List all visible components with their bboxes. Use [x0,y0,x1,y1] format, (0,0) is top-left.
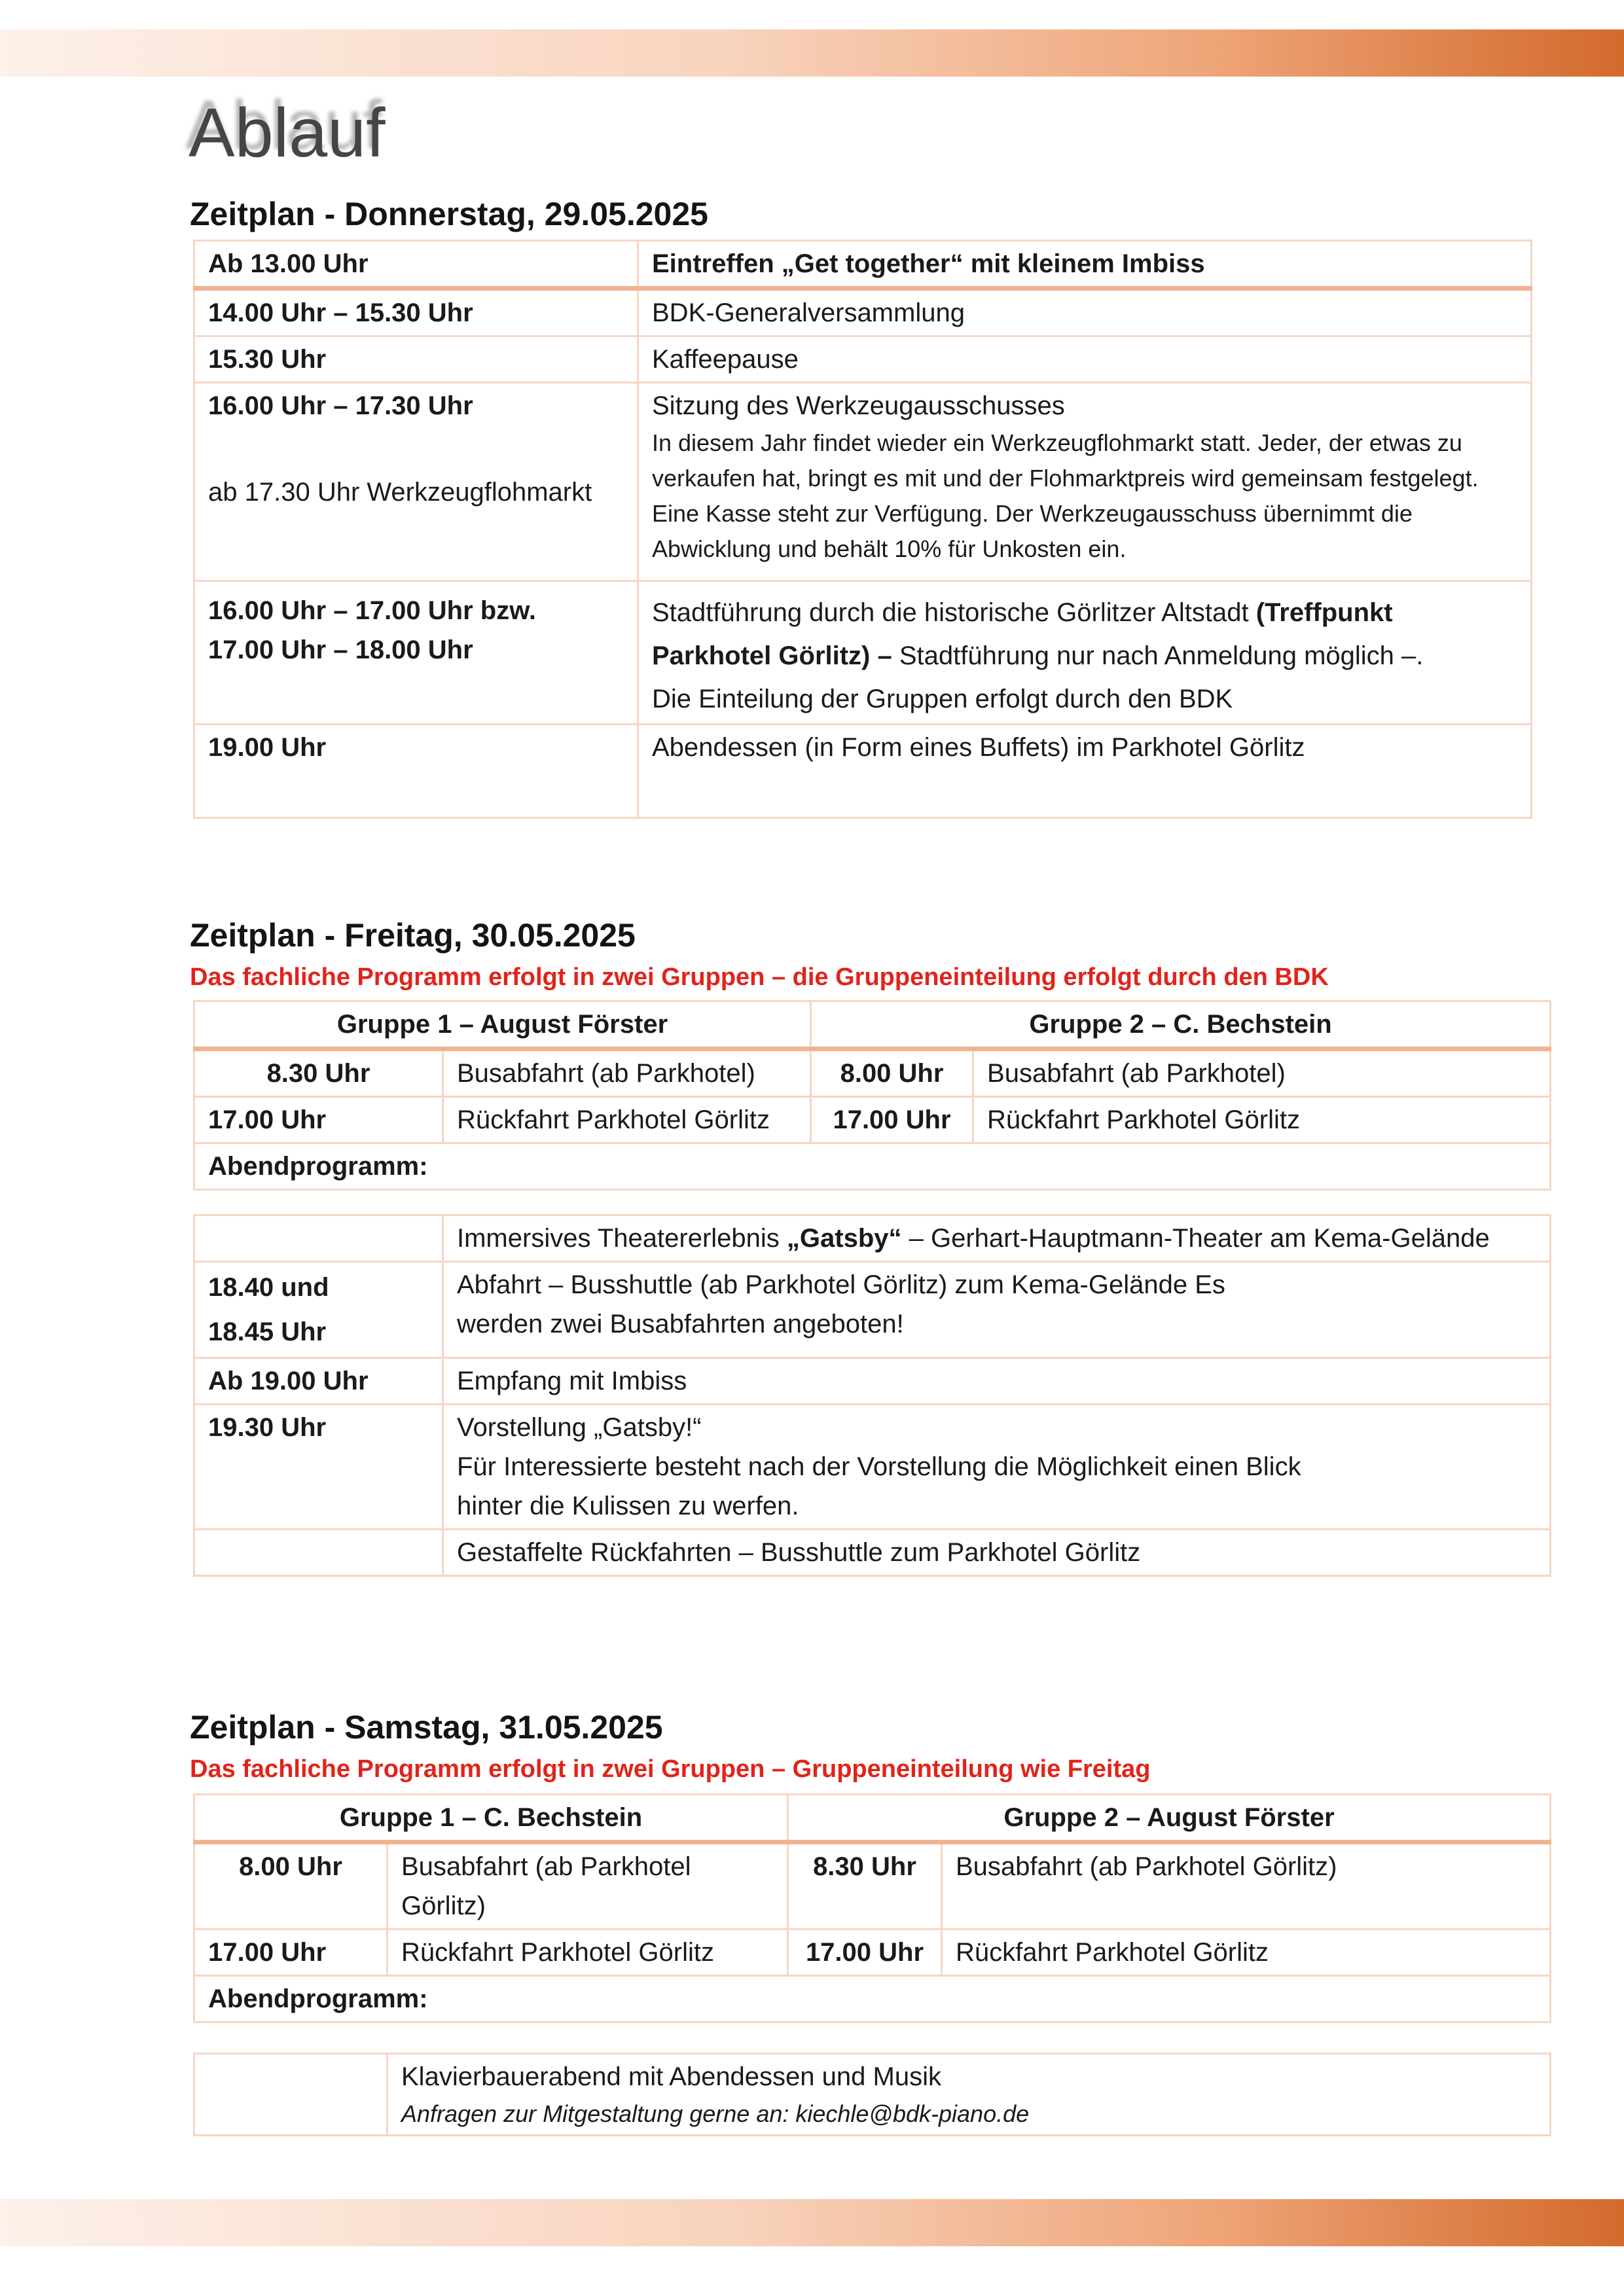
time-text: 17.00 Uhr – 18.00 Uhr [208,636,473,664]
description-part: Stadtführung durch die historische Görlitzer Altstadt [652,598,1256,627]
day2-groups-table [193,1000,1551,1191]
time-cell: 19.30 Uhr [194,1405,443,1530]
table-row [194,725,1532,818]
time-cell [194,1262,443,1358]
description-cell [638,383,1532,581]
table-row [194,1530,1551,1576]
day2-heading: Zeitplan - Freitag, 30.05.2025 [190,917,636,954]
meeting-point: (Treffpunkt Parkhotel Görlitz) – [652,598,1393,670]
evening-program-label: Abendprogramm: [194,1143,1551,1190]
description-text: Die Einteilung der Gruppen erfolgt durch den BDK [652,685,1233,713]
description-part: Stadtführung nur nach Anmeldung möglich –. [892,641,1424,670]
description-cell [388,2054,1551,2136]
description-note: Für Interessierte besteht nach der Vorstellung die Möglichkeit einen Blick hinter die Kulissen zu werfen. [457,1452,1301,1520]
top-decorative-band [0,29,1624,77]
description-text: Sitzung des Werkzeugausschusses [652,391,1065,420]
time-cell: 19.00 Uhr [194,725,638,818]
table-row [194,336,1532,383]
time-text: 18.40 und [208,1273,329,1302]
description-cell: Rückfahrt Parkhotel Görlitz [388,1929,788,1976]
table-row [194,2054,1551,2136]
time-cell: Ab 19.00 Uhr [194,1358,443,1405]
day3-heading: Zeitplan - Samstag, 31.05.2025 [190,1709,663,1746]
table-row [194,1795,1551,1842]
time-cell: 8.30 Uhr [788,1842,942,1929]
time-cell: 15.30 Uhr [194,336,638,383]
table-row [194,1143,1551,1190]
description-cell [443,1262,1551,1358]
time-cell: 14.00 Uhr – 15.30 Uhr [194,289,638,336]
page-title: Ablauf [189,94,386,171]
time-cell [194,581,638,725]
description-cell: Rückfahrt Parkhotel Görlitz [942,1929,1551,1976]
day3-groups-table [193,1793,1551,2023]
time-cell: 17.00 Uhr [811,1097,973,1143]
day1-schedule-table [193,240,1532,819]
table-row [194,241,1532,289]
evening-program-label: Abendprogramm: [194,1976,1551,2022]
description-cell [443,1405,1551,1530]
time-text: 18.45 Uhr [208,1318,327,1346]
description-cell: Busabfahrt (ab Parkhotel Görlitz) [942,1842,1551,1929]
table-row [194,289,1532,336]
group-1-header: Gruppe 1 – C. Bechstein [194,1795,788,1842]
time-cell: 17.00 Uhr [194,1929,388,1976]
description-cell: Abendessen (in Form eines Buffets) im Parkhotel Görlitz [638,725,1532,818]
day2-evening-table [193,1214,1551,1577]
day1-heading: Zeitplan - Donnerstag, 29.05.2025 [190,196,708,232]
table-row [194,581,1532,725]
table-row [194,1405,1551,1530]
group-1-header: Gruppe 1 – August Förster [194,1001,811,1049]
time-note: ab 17.30 Uhr Werkzeugflohmarkt [208,478,592,507]
table-row [194,1358,1551,1405]
description-cell: BDK-Generalversammlung [638,289,1532,336]
description-cell: Empfang mit Imbiss [443,1358,1551,1405]
time-cell: 17.00 Uhr [788,1929,942,1976]
description-text: Klavierbauerabend mit Abendessen und Musik [401,2062,941,2091]
time-text: 16.00 Uhr – 17.30 Uhr [208,391,473,420]
description-cell: Busabfahrt (ab Parkhotel) [973,1049,1551,1097]
table-row [194,383,1532,581]
time-cell [194,2054,388,2136]
day3-subtitle: Das fachliche Programm erfolgt in zwei Gruppen – Gruppeneinteilung wie Freitag [190,1755,1151,1783]
time-cell [194,383,638,581]
group-2-header: Gruppe 2 – C. Bechstein [811,1001,1551,1049]
description-text: Vorstellung „Gatsby!“ [457,1413,702,1442]
description-cell: Busabfahrt (ab Parkhotel) [443,1049,811,1097]
description-cell [443,1215,1551,1262]
description-cell [388,1842,788,1929]
day2-subtitle: Das fachliche Programm erfolgt in zwei Gruppen – die Gruppeneinteilung erfolgt durch den BDK [190,963,1329,991]
table-row [194,1001,1551,1049]
table-row [194,1215,1551,1262]
table-row [194,1049,1551,1097]
day3-evening-table [193,2053,1551,2136]
table-row [194,1976,1551,2022]
time-cell: 8.00 Uhr [194,1842,388,1929]
time-text: 16.00 Uhr – 17.00 Uhr bzw. [208,596,536,625]
table-row [194,1097,1551,1143]
description-cell: Rückfahrt Parkhotel Görlitz [973,1097,1551,1143]
table-row [194,1262,1551,1358]
description-text: Busabfahrt (ab Parkhotel Görlitz) [401,1852,691,1920]
description-note: In diesem Jahr findet wieder ein Werkzeugflohmarkt statt. Jeder, der etwas zu verkaufen hat, bringt es mit und der Flohmarktpreis wird gemeinsam festgelegt. Eine Kasse steht zur Verfügung. Der Werkzeugausschuss übernimmt die Abwicklung und behält 10% für Unkosten ein. [652,429,1479,562]
description-part: Immersives Theatererlebnis [457,1224,787,1253]
description-part: – Gerhart-Hauptmann-Theater am Kema-Gelände [901,1224,1490,1253]
contact-note: Anfragen zur Mitgestaltung gerne an: kiechle@bdk-piano.de [401,2100,1030,2127]
description-text [652,591,1517,677]
time-cell: 8.00 Uhr [811,1049,973,1097]
table-row [194,1842,1551,1929]
time-cell: Ab 13.00 Uhr [194,241,638,289]
time-cell: 8.30 Uhr [194,1049,443,1097]
time-cell [194,1215,443,1262]
description-cell: Gestaffelte Rückfahrten – Busshuttle zum Parkhotel Görlitz [443,1530,1551,1576]
description-cell: Eintreffen „Get together“ mit kleinem Imbiss [638,241,1532,289]
time-cell [194,1530,443,1576]
description-text: Abfahrt – Busshuttle (ab Parkhotel Görlitz) zum Kema-Gelände Es werden zwei Busabfahrten angeboten! [457,1270,1225,1338]
description-cell [638,581,1532,725]
show-title: „Gatsby“ [786,1224,902,1253]
bottom-decorative-band [0,2199,1624,2246]
description-cell: Kaffeepause [638,336,1532,383]
group-2-header: Gruppe 2 – August Förster [788,1795,1551,1842]
description-cell: Rückfahrt Parkhotel Görlitz [443,1097,811,1143]
time-cell: 17.00 Uhr [194,1097,443,1143]
table-row [194,1929,1551,1976]
